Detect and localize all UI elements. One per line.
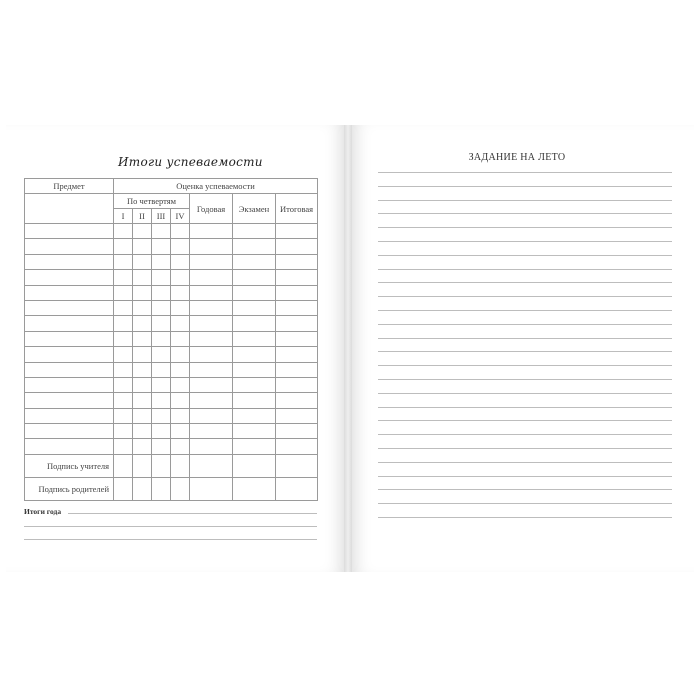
ruled-line <box>378 296 672 297</box>
table-cell <box>233 439 276 455</box>
table-cell <box>133 393 152 408</box>
table-cell <box>171 224 190 239</box>
table-cell <box>190 300 233 315</box>
table-row <box>25 254 318 269</box>
ruled-line <box>378 324 672 325</box>
table-cell <box>171 377 190 392</box>
ruled-line <box>378 213 672 214</box>
table-cell <box>152 270 171 285</box>
table-cell <box>25 239 114 254</box>
signature-label: Подпись учителя <box>25 455 114 478</box>
table-cell <box>114 455 133 478</box>
year-results-line <box>24 539 317 540</box>
table-cell <box>114 408 133 423</box>
table-cell <box>171 408 190 423</box>
table-cell <box>152 408 171 423</box>
table-cell <box>133 239 152 254</box>
table-cell <box>152 331 171 346</box>
parent-signature-row <box>25 478 318 501</box>
table-cell <box>114 270 133 285</box>
table-cell <box>171 285 190 300</box>
table-cell <box>276 393 318 408</box>
quarter-4-header: IV <box>171 209 190 224</box>
teacher-signature-row <box>25 455 318 478</box>
table-cell <box>133 408 152 423</box>
ruled-line <box>378 227 672 228</box>
year-results-line <box>24 526 317 527</box>
table-cell <box>276 285 318 300</box>
table-cell <box>171 478 190 501</box>
exam-header: Экзамен <box>233 194 276 224</box>
table-cell <box>114 239 133 254</box>
table-cell <box>171 331 190 346</box>
table-cell <box>133 377 152 392</box>
table-header-row <box>25 179 318 194</box>
table-cell <box>171 455 190 478</box>
table-cell <box>276 439 318 455</box>
table-cell <box>133 478 152 501</box>
table-cell <box>114 331 133 346</box>
table-cell <box>152 393 171 408</box>
table-cell <box>190 239 233 254</box>
table-cell <box>276 300 318 315</box>
table-cell <box>190 331 233 346</box>
table-cell <box>152 285 171 300</box>
table-cell <box>114 478 133 501</box>
table-cell <box>25 393 114 408</box>
table-cell <box>276 455 318 478</box>
table-cell <box>152 254 171 269</box>
table-cell <box>152 439 171 455</box>
ruled-line <box>378 448 672 449</box>
table-cell <box>171 393 190 408</box>
table-cell <box>114 377 133 392</box>
table-cell <box>190 316 233 331</box>
table-cell <box>190 347 233 362</box>
table-cell <box>233 362 276 377</box>
table-cell <box>114 424 133 439</box>
ruled-line <box>378 407 672 408</box>
table-cell <box>190 408 233 423</box>
ruled-line <box>378 503 672 504</box>
ruled-line <box>378 310 672 311</box>
table-cell <box>276 408 318 423</box>
table-row <box>25 239 318 254</box>
table-cell <box>133 439 152 455</box>
subject-header-cell <box>25 194 114 224</box>
table-cell <box>171 362 190 377</box>
table-cell <box>133 362 152 377</box>
table-row <box>25 331 318 346</box>
table-cell <box>276 239 318 254</box>
right-page <box>352 125 694 572</box>
table-cell <box>152 224 171 239</box>
table-cell <box>171 239 190 254</box>
table-cell <box>25 270 114 285</box>
table-cell <box>276 270 318 285</box>
table-row <box>25 424 318 439</box>
table-cell <box>25 439 114 455</box>
table-cell <box>25 347 114 362</box>
table-cell <box>114 300 133 315</box>
table-cell <box>25 424 114 439</box>
table-cell <box>152 362 171 377</box>
ruled-line <box>378 462 672 463</box>
table-row <box>25 316 318 331</box>
table-cell <box>233 424 276 439</box>
table-cell <box>171 424 190 439</box>
table-cell <box>114 285 133 300</box>
table-cell <box>276 362 318 377</box>
table-cell <box>133 331 152 346</box>
table-cell <box>276 377 318 392</box>
table-cell <box>233 300 276 315</box>
table-cell <box>190 377 233 392</box>
table-cell <box>190 270 233 285</box>
ruled-line <box>378 351 672 352</box>
table-row <box>25 347 318 362</box>
table-cell <box>25 377 114 392</box>
table-cell <box>114 224 133 239</box>
annual-header: Годовая <box>190 194 233 224</box>
table-cell <box>133 455 152 478</box>
table-cell <box>233 285 276 300</box>
table-cell <box>190 362 233 377</box>
subject-header: Предмет <box>25 179 114 194</box>
table-cell <box>276 254 318 269</box>
ruled-line <box>378 172 672 173</box>
table-cell <box>276 424 318 439</box>
ruled-line <box>378 282 672 283</box>
year-results-line <box>68 513 317 514</box>
table-cell <box>133 347 152 362</box>
table-cell <box>276 347 318 362</box>
table-cell <box>233 455 276 478</box>
ruled-line <box>378 241 672 242</box>
table-cell <box>171 347 190 362</box>
table-cell <box>152 300 171 315</box>
ruled-line <box>378 269 672 270</box>
ruled-line <box>378 393 672 394</box>
quarter-1-header: I <box>114 209 133 224</box>
ruled-line <box>378 200 672 201</box>
table-cell <box>233 254 276 269</box>
table-cell <box>190 285 233 300</box>
signature-label: Подпись родителей <box>25 478 114 501</box>
table-cell <box>133 424 152 439</box>
table-row <box>25 300 318 315</box>
table-cell <box>25 331 114 346</box>
ruled-line <box>378 434 672 435</box>
ruled-line <box>378 338 672 339</box>
left-page-title: Итоги успеваемости <box>118 155 263 169</box>
ruled-line <box>378 186 672 187</box>
ruled-line <box>378 517 672 518</box>
table-cell <box>25 362 114 377</box>
table-cell <box>25 300 114 315</box>
ruled-line <box>378 420 672 421</box>
table-cell <box>276 478 318 501</box>
table-cell <box>233 347 276 362</box>
table-cell <box>133 300 152 315</box>
year-results-label: Итоги года <box>24 507 62 516</box>
table-cell <box>171 316 190 331</box>
table-cell <box>133 254 152 269</box>
quarters-header: По четвертям <box>114 194 190 209</box>
table-cell <box>133 316 152 331</box>
table-cell <box>114 362 133 377</box>
table-cell <box>233 377 276 392</box>
table-cell <box>190 393 233 408</box>
table-cell <box>114 254 133 269</box>
table-cell <box>190 439 233 455</box>
table-cell <box>233 393 276 408</box>
table-cell <box>25 285 114 300</box>
table-cell <box>171 254 190 269</box>
table-cell <box>190 455 233 478</box>
table-cell <box>171 439 190 455</box>
table-cell <box>171 270 190 285</box>
table-cell <box>190 424 233 439</box>
table-row <box>25 393 318 408</box>
ruled-line <box>378 476 672 477</box>
table-row <box>25 285 318 300</box>
table-cell <box>152 424 171 439</box>
ruled-line <box>378 489 672 490</box>
table-row <box>25 224 318 239</box>
table-cell <box>133 270 152 285</box>
table-cell <box>233 224 276 239</box>
table-cell <box>25 408 114 423</box>
grades-table <box>24 178 318 501</box>
table-cell <box>190 224 233 239</box>
table-row <box>25 270 318 285</box>
table-cell <box>114 347 133 362</box>
table-row <box>25 439 318 455</box>
table-cell <box>152 316 171 331</box>
table-cell <box>25 254 114 269</box>
table-cell <box>233 331 276 346</box>
table-cell <box>152 239 171 254</box>
table-cell <box>171 300 190 315</box>
page-gutter <box>344 125 352 572</box>
table-row <box>25 377 318 392</box>
table-cell <box>152 347 171 362</box>
table-cell <box>233 408 276 423</box>
table-cell <box>276 316 318 331</box>
table-cell <box>276 224 318 239</box>
final-header: Итоговая <box>276 194 318 224</box>
table-cell <box>152 478 171 501</box>
table-cell <box>152 455 171 478</box>
grades-header: Оценка успеваемости <box>114 179 318 194</box>
table-cell <box>233 478 276 501</box>
table-cell <box>133 285 152 300</box>
table-row <box>25 362 318 377</box>
ruled-line <box>378 255 672 256</box>
table-cell <box>114 439 133 455</box>
ruled-line <box>378 379 672 380</box>
quarter-2-header: II <box>133 209 152 224</box>
table-cell <box>25 224 114 239</box>
ruled-line <box>378 365 672 366</box>
table-cell <box>190 254 233 269</box>
table-subheader-row <box>25 194 318 209</box>
table-cell <box>25 316 114 331</box>
quarter-3-header: III <box>152 209 171 224</box>
table-cell <box>190 478 233 501</box>
table-cell <box>233 316 276 331</box>
table-row <box>25 408 318 423</box>
table-cell <box>152 377 171 392</box>
table-cell <box>114 393 133 408</box>
table-cell <box>276 331 318 346</box>
table-cell <box>233 239 276 254</box>
table-cell <box>233 270 276 285</box>
right-page-title: ЗАДАНИЕ НА ЛЕТО <box>468 152 566 163</box>
table-cell <box>133 224 152 239</box>
table-cell <box>114 316 133 331</box>
